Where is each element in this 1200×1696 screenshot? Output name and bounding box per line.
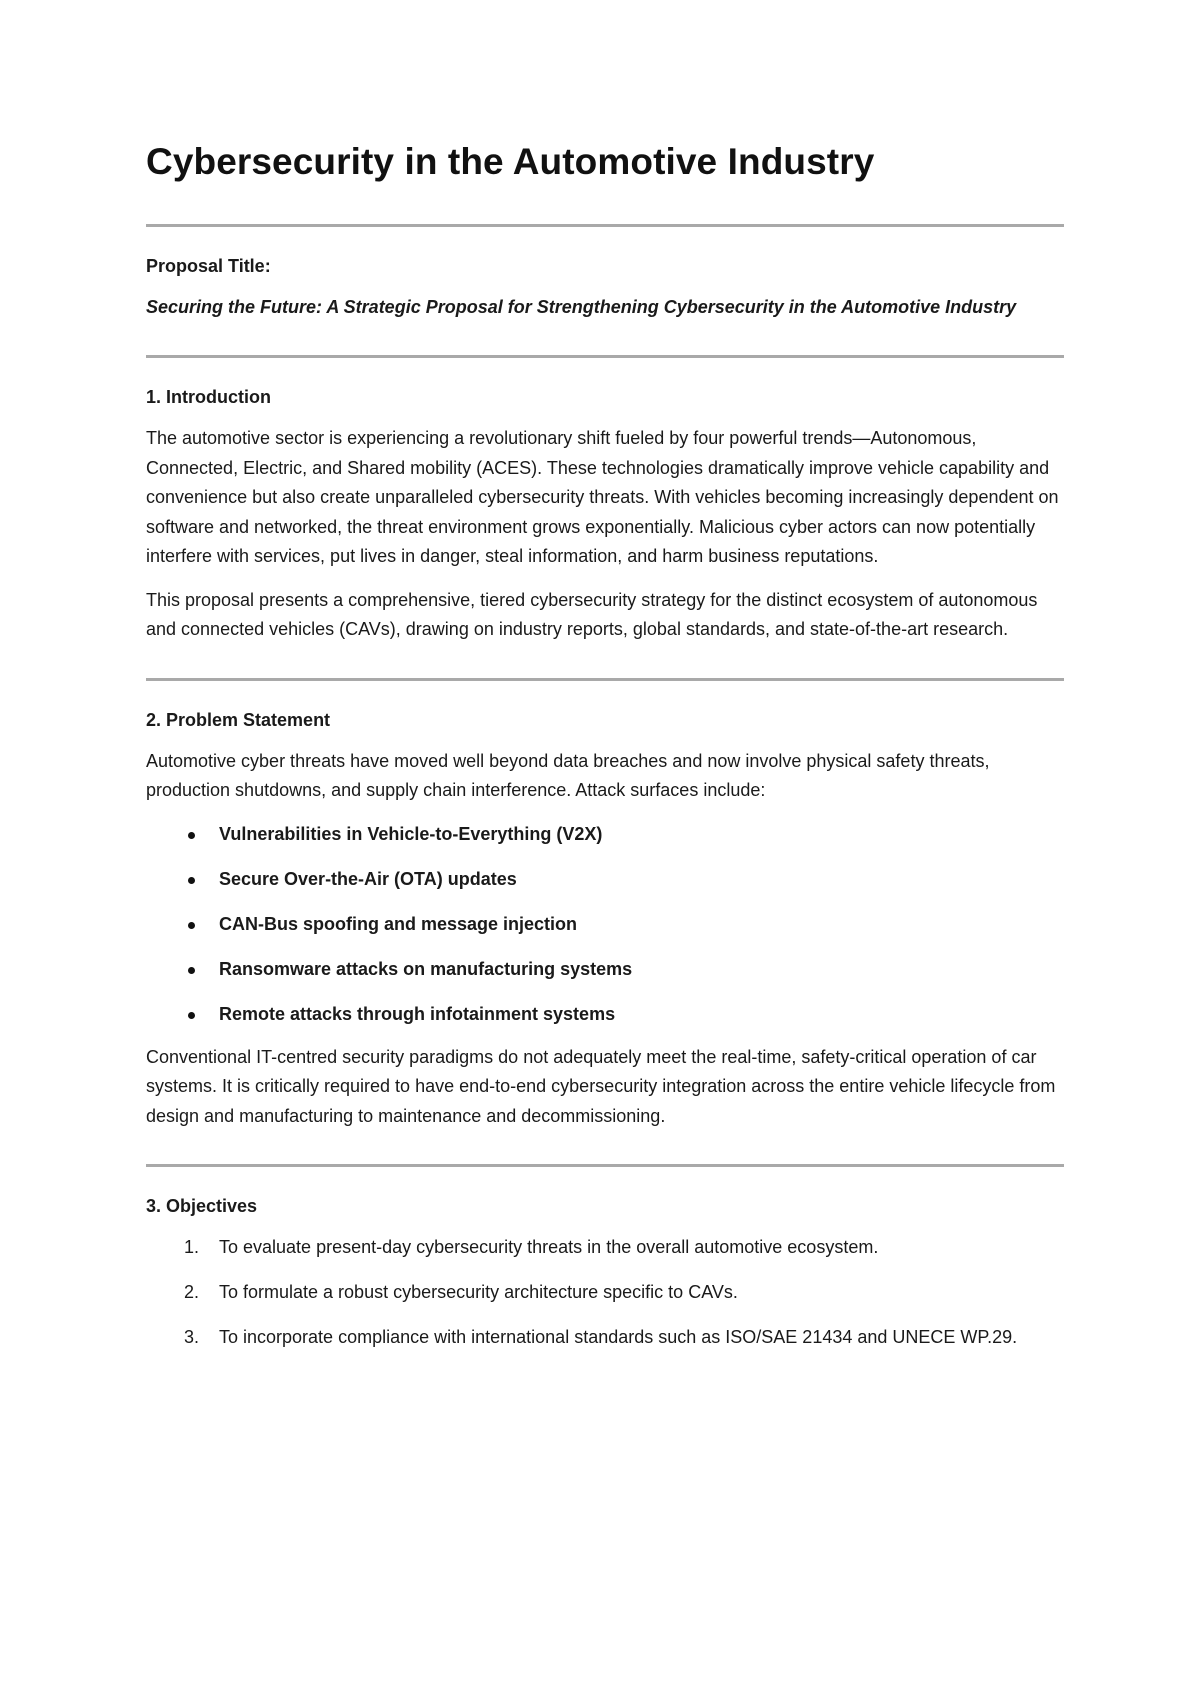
problem-closing-paragraph: Conventional IT-centred security paradigms do not adequately meet the real-time, safety-critical operation of car systems. It is critically required to have end-to-end cybersecurity integration across the entire vehicle lifecycle from design and manufacturing to maintenance and decommissioning. (146, 1046, 1056, 1126)
objectives-heading: 3. Objectives (146, 1196, 258, 1217)
problem-statement-heading: 2. Problem Statement (146, 709, 331, 730)
bullet-icon (188, 877, 195, 884)
list-item-text: Vulnerabilities in Vehicle-to-Everything (V2X) (219, 823, 603, 844)
objectives-list (146, 1233, 1064, 1352)
list-item (146, 1323, 1064, 1352)
introduction-heading: 1. Introduction (146, 387, 271, 408)
document-title: Cybersecurity in the Automotive Industry (146, 141, 875, 182)
list-item (146, 1278, 1064, 1307)
list-item-text: Remote attacks through infotainment systems (219, 1003, 616, 1024)
list-item-number: 2. (184, 1282, 200, 1303)
list-item-text: To formulate a robust cybersecurity architecture specific to CAVs. (219, 1282, 738, 1303)
divider (146, 224, 1064, 227)
bullet-icon (188, 922, 195, 929)
list-item (146, 955, 1064, 984)
list-item-text: Secure Over-the-Air (OTA) updates (219, 868, 517, 889)
list-item-text: Ransomware attacks on manufacturing systems (219, 958, 633, 979)
list-item (146, 1000, 1064, 1029)
attack-surfaces-list (146, 820, 1064, 1029)
list-item-text: CAN-Bus spoofing and message injection (219, 913, 578, 934)
proposal-subtitle: Securing the Future: A Strategic Proposal for Strengthening Cybersecurity in the Automotive Industry (146, 297, 1017, 318)
list-item-number: 3. (184, 1327, 200, 1348)
introduction-paragraph: This proposal presents a comprehensive, tiered cybersecurity strategy for the distinct ecosystem of autonomous and connected vehicles (CAVs), drawing on industry reports, global standards, and state-of-the-art research. (146, 589, 1038, 640)
document-page (146, 140, 1064, 1368)
list-item (146, 910, 1064, 939)
bullet-icon (188, 967, 195, 974)
list-item-number: 1. (184, 1237, 200, 1258)
bullet-icon (188, 1012, 195, 1019)
introduction-paragraph: The automotive sector is experiencing a revolutionary shift fueled by four powerful trends—Autonomous, Connected, Electric, and Shared mobility (ACES). These technologies dramatically improve vehicle capability and convenience but also create unparalleled cybersecurity threats. With vehicles becoming increasingly dependent on software and networked, the threat environment grows exponentially. Malicious cyber actors can now potentially interfere with services, put lives in danger, steal information, and harm business reputations. (146, 428, 1059, 567)
list-item-text: To evaluate present-day cybersecurity threats in the overall automotive ecosystem. (219, 1237, 879, 1258)
problem-intro-paragraph: Automotive cyber threats have moved well beyond data breaches and now involve physical safety threats, production shutdowns, and supply chain interference. Attack surfaces include: (146, 750, 990, 801)
bullet-icon (188, 832, 195, 839)
divider (146, 355, 1064, 358)
proposal-title-label: Proposal Title: (146, 256, 271, 277)
divider (146, 678, 1064, 681)
divider (146, 1164, 1064, 1167)
list-item-text: To incorporate compliance with international standards such as ISO/SAE 21434 and UNECE WP.29. (219, 1327, 1018, 1348)
list-item (146, 1233, 1064, 1262)
list-item (146, 865, 1064, 894)
list-item (146, 820, 1064, 849)
